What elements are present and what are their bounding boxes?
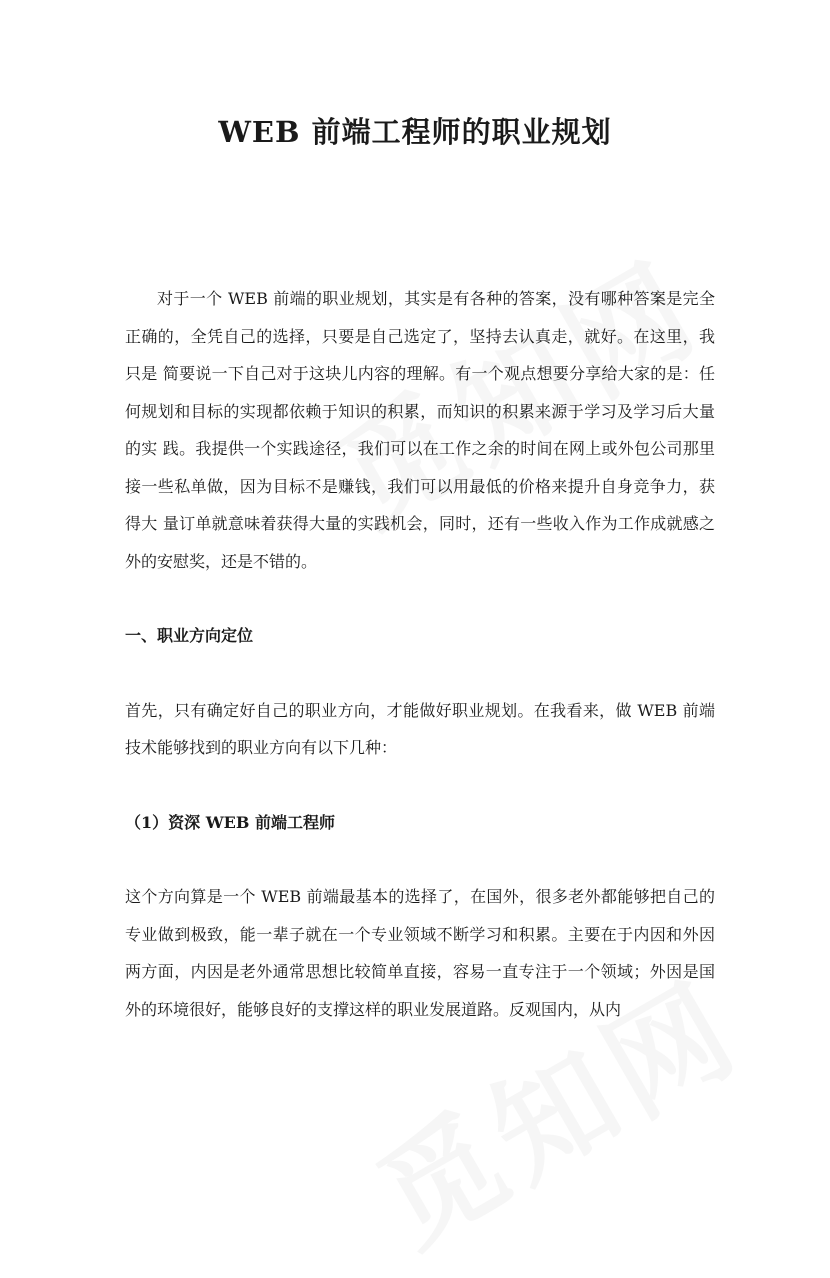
document-body (125, 280, 715, 1028)
subsection-heading: （1）资深 WEB 前端工程师 (125, 812, 335, 832)
document-title: WEB 前端工程师的职业规划 (218, 115, 612, 149)
section-heading: 一、职业方向定位 (125, 626, 254, 645)
subsection-paragraph: 这个方向算是一个 WEB 前端最基本的选择了，在国外，很多老外都能够把自己的专业做到极致，能一辈子就在一个专业领域不断学习和积累。主要在于内因和外因 两方面，内因是老外通常思想比较简单直接，容易一直专注于一个领域；外因是国外的环境很好，能够良好的支撑这样的职业发展道路。反观国内，从内 (125, 887, 715, 1019)
intro-paragraph: 对于一个 WEB 前端的职业规划，其实是有各种的答案，没有哪种答案是完全正确的，全凭自己的选择，只要是自己选定了，坚持去认真走，就好。在这里，我只是 简要说一下自己对于这块儿内容的理解。有一个观点想要分享给大家的是：任何规划和目标的实现都依赖于知识的积累，而知识的积累来源于学习及学习后大量的实 践。我提供一个实践途径，我们可以在工作之余的时间在网上或外包公司那里接一些私单做，因为目标不是赚钱，我们可以用最低的价格来提升自身竞争力，获得大 量订单就意味着获得大量的实践机会，同时，还有一些收入作为工作成就感之外的安慰奖，还是不错的。 (125, 289, 715, 571)
section-paragraph: 首先，只有确定好自己的职业方向，才能做好职业规划。在我看来，做 WEB 前端技术能够找到的职业方向有以下几种： (125, 700, 715, 757)
